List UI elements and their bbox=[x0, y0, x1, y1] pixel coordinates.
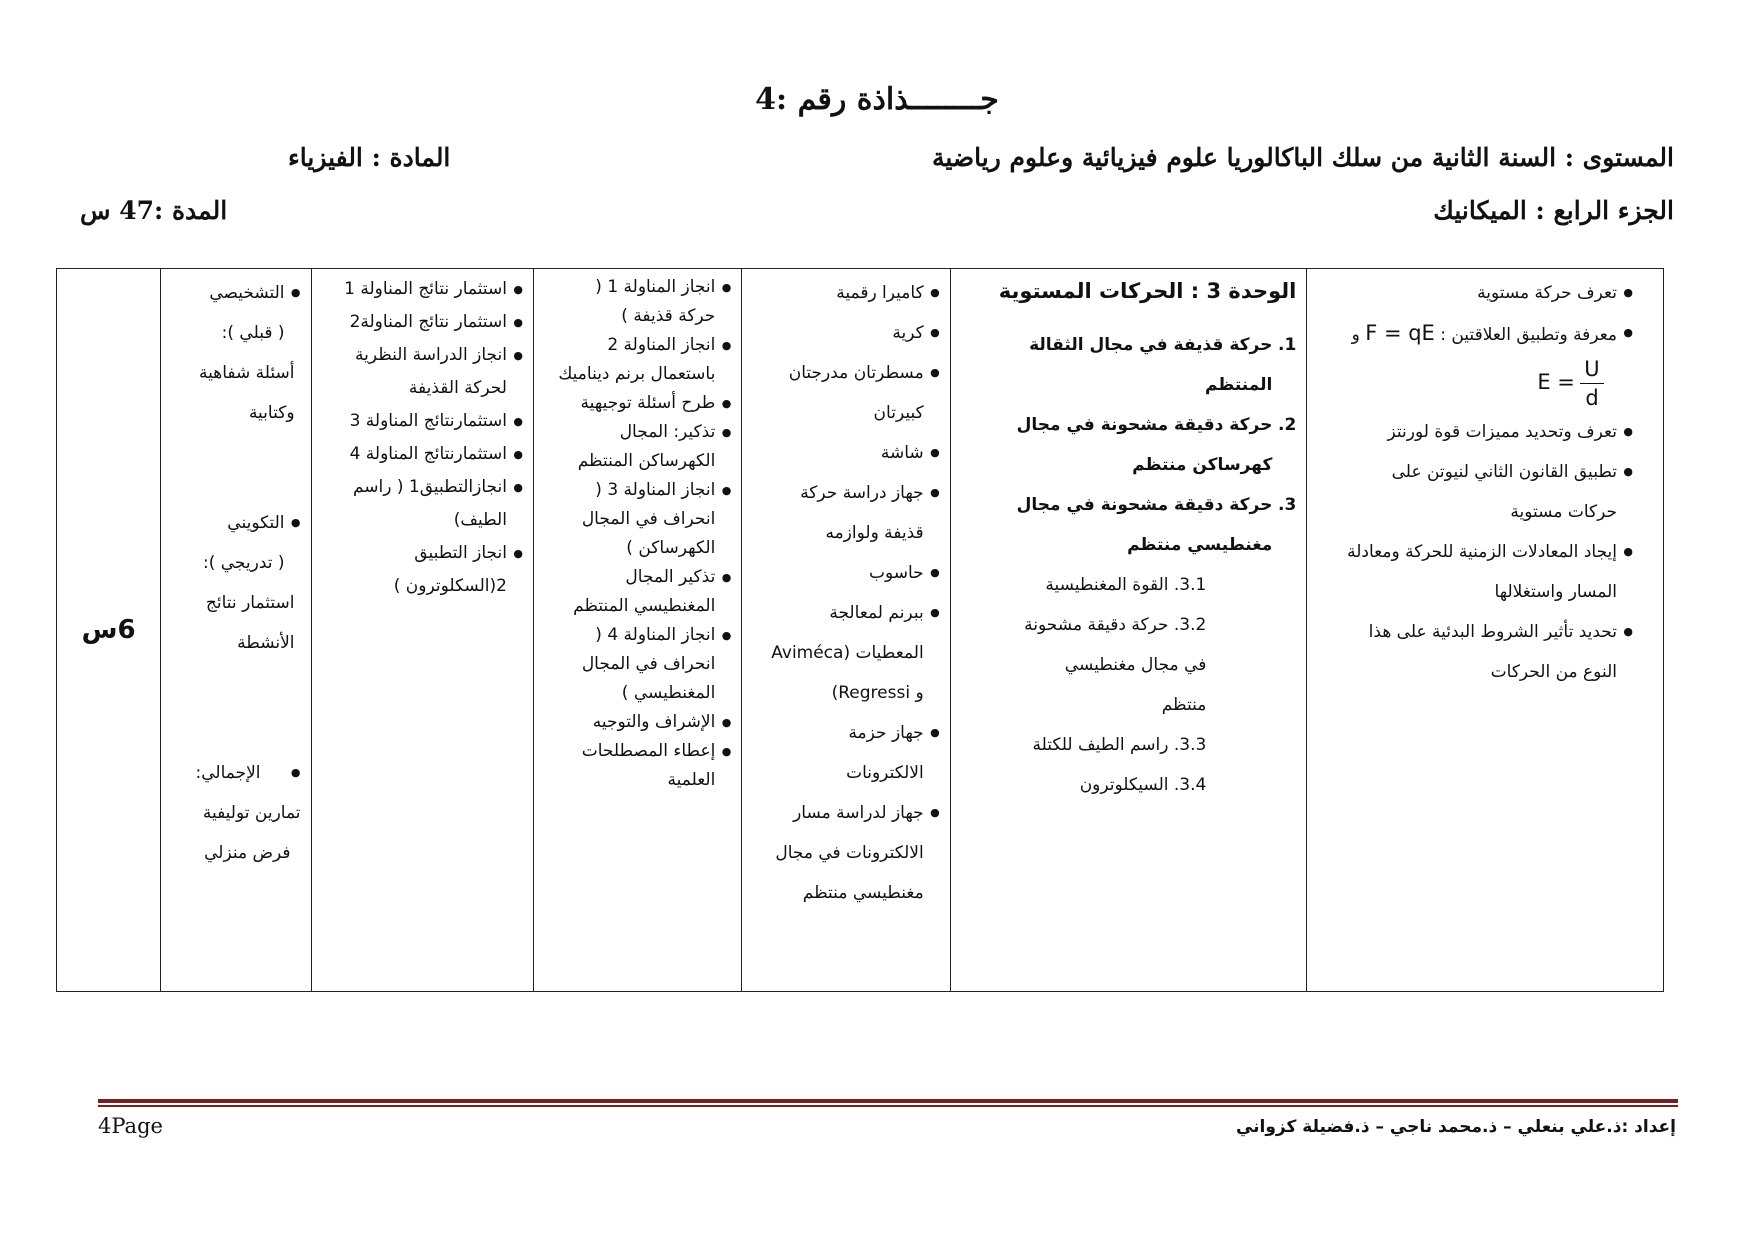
learner-activity-item: ● استثمار نتائج المناولة 1 bbox=[342, 273, 523, 306]
material-item: ● مسطرتان مدرجتان كبيرتان bbox=[770, 353, 939, 433]
objective-item: ● تطبيق القانون الثاني لنيوتن على حركات مستوية bbox=[1337, 452, 1633, 532]
learner-activities-cell bbox=[311, 269, 533, 992]
learner-activity-item: ● استثمارنتائج المناولة 3 bbox=[342, 405, 523, 438]
material-item: ● كاميرا رقمية bbox=[770, 273, 939, 313]
objective-item: ● معرفة وتطبيق العلاقتين : F = qE و bbox=[1337, 313, 1633, 355]
objectives-cell bbox=[1307, 269, 1664, 992]
material-item: ● جهاز حزمة الالكترونات bbox=[770, 713, 939, 793]
formula-e-u-d: E = $\frac{U}{d}$ bbox=[1337, 355, 1633, 412]
level-label: المستوى : السنة الثانية من سلك الباكالوريا علوم فيزيائية وعلوم رياضية bbox=[931, 143, 1674, 172]
material-item: ● جهاز لدراسة مسار الالكترونات في مجال مغنطيسي منتظم bbox=[770, 793, 939, 913]
objective-item: ● تحديد تأثير الشروط البدئية على هذا النوع من الحركات bbox=[1337, 612, 1633, 692]
learner-activity-item: ● انجاز التطبيق 2(السكلوترون ) bbox=[342, 537, 523, 603]
objective-item: ● إيجاد المعادلات الزمنية للحركة ومعادلة المسار واستغلالها bbox=[1337, 532, 1633, 612]
material-item: ● شاشة bbox=[770, 433, 939, 473]
content-subitem: 3.3. راسم الطيف للكتلة bbox=[1032, 735, 1207, 755]
part-label: الجزء الرابع : الميكانيك bbox=[1433, 196, 1674, 225]
evaluation-type: ● الإجمالي: bbox=[171, 753, 300, 793]
footer-rule-thin bbox=[98, 1105, 1678, 1107]
teacher-activity-item: ● انجاز المناولة 4 ( انحراف في المجال المغنطيسي ) bbox=[558, 621, 731, 708]
content-subitem: 3.1. القوة المغنطيسية bbox=[1045, 575, 1207, 595]
learner-activity-item: ● انجازالتطبيق1 ( راسم الطيف) bbox=[342, 471, 523, 537]
evaluation-cell bbox=[161, 269, 311, 992]
content-item: 1. حركة قذيفة في مجال الثقالة المنتظم bbox=[1029, 335, 1297, 395]
teacher-activity-item: ● تذكير: المجال الكهرساكن المنتظم bbox=[558, 418, 731, 476]
material-item: ● ببرنم لمعالجة المعطيات (Aviméca و Regressi) bbox=[770, 593, 939, 713]
evaluation-subtitle: ( تدريجي ): bbox=[202, 553, 285, 573]
teacher-activity-item: ● انجاز المناولة 2 باستعمال برنم ديناميك bbox=[558, 331, 731, 389]
materials-cell bbox=[742, 269, 950, 992]
lesson-plan-table bbox=[56, 268, 1664, 992]
page-title: جــــــــذاذة رقم :4 bbox=[755, 82, 999, 117]
page-number: 4Page bbox=[98, 1114, 163, 1138]
material-item: ● كرية bbox=[770, 313, 939, 353]
content-item: 3. حركة دقيقة مشحونة في مجال مغنطيسي منتظم bbox=[1016, 495, 1297, 555]
content-subitem: 3.2. حركة دقيقة مشحونة في مجال مغنطيسي منتظم bbox=[1024, 615, 1207, 715]
footer-rule bbox=[98, 1099, 1678, 1103]
evaluation-type: ● التشخيصي bbox=[171, 273, 300, 313]
evaluation-desc: فرض منزلي bbox=[204, 843, 291, 863]
teacher-activity-item: ● انجاز المناولة 1 ( حركة قذيفة ) bbox=[558, 273, 731, 331]
formula-f-qe: F = qE bbox=[1365, 321, 1435, 345]
material-item: ● حاسوب bbox=[770, 553, 939, 593]
content-item: 2. حركة دقيقة مشحونة في مجال كهرساكن منتظم bbox=[1016, 415, 1297, 475]
content-subitem: 3.4. السيكلوترون bbox=[1079, 775, 1207, 795]
teacher-activity-item: ● إعطاء المصطلحات العلمية bbox=[558, 737, 731, 795]
teacher-activity-item: ● انجاز المناولة 3 ( انحراف في المجال الكهرساكن ) bbox=[558, 476, 731, 563]
learner-activity-item: ● استثمارنتائج المناولة 4 bbox=[342, 438, 523, 471]
evaluation-type: ● التكويني bbox=[171, 503, 300, 543]
evaluation-desc: تمارين توليفية bbox=[202, 803, 301, 823]
duration-label: المدة :47 س bbox=[80, 196, 228, 225]
teacher-activity-item: ● طرح أسئلة توجيهية bbox=[558, 389, 731, 418]
evaluation-subtitle: ( قبلي ): bbox=[221, 323, 285, 343]
objective-item: ● تعرف وتحديد مميزات قوة لورنتز bbox=[1337, 412, 1633, 452]
evaluation-desc: استثمار نتائج الأنشطة bbox=[205, 593, 295, 653]
teacher-activities-cell bbox=[533, 269, 741, 992]
learner-activity-item: ● استثمار نتائج المناولة2 bbox=[342, 306, 523, 339]
duration-cell: 6س bbox=[57, 269, 161, 992]
authors-credit: إعداد :ذ.علي بنعلي – ذ.محمد ناجي – ذ.فضيلة كزواني bbox=[1235, 1117, 1676, 1137]
unit-title: الوحدة 3 : الحركات المستوية bbox=[998, 279, 1297, 303]
learner-activity-item: ● انجاز الدراسة النظرية لحركة القذيفة bbox=[342, 339, 523, 405]
content-cell bbox=[950, 269, 1307, 992]
subject-label: المادة : الفيزياء bbox=[288, 143, 451, 172]
material-item: ● جهاز دراسة حركة قذيفة ولوازمه bbox=[770, 473, 939, 553]
teacher-activity-item: ● تذكير المجال المغنطيسي المنتظم bbox=[558, 563, 731, 621]
teacher-activity-item: ● الإشراف والتوجيه bbox=[558, 708, 731, 737]
evaluation-desc: أسئلة شفاهية وكتابية bbox=[199, 363, 295, 423]
objective-item: ● تعرف حركة مستوية bbox=[1337, 273, 1633, 313]
